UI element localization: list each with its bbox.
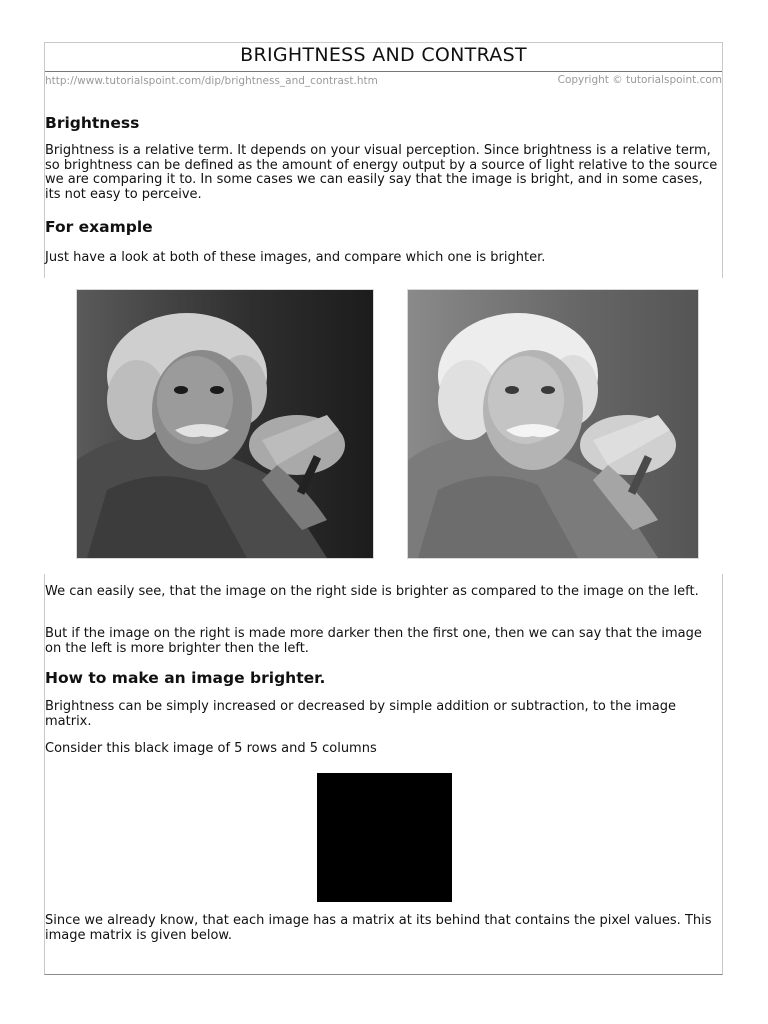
einstein-photo-darker <box>76 289 374 559</box>
consider-paragraph: Consider this black image of 5 rows and 5 columns <box>45 741 377 756</box>
title-row <box>45 43 722 72</box>
brightness-heading: Brightness <box>45 114 140 132</box>
einstein-photo-brighter <box>407 289 699 559</box>
example-paragraph: Just have a look at both of these images, and compare which one is brighter. <box>45 250 546 265</box>
compare-paragraph-2: But if the image on the right is made more darker then the first one, then we can say that the image on the left is more brighter then the left. <box>45 626 702 656</box>
black-image <box>317 773 452 902</box>
copyright-text: Copyright © tutorialspoint.com <box>557 74 722 86</box>
compare-paragraph-1: We can easily see, that the image on the right side is brighter as compared to the image on the left. <box>45 584 699 599</box>
document-page <box>44 42 723 975</box>
how-paragraph: Brightness can be simply increased or decreased by simple addition or subtraction, to the image matrix. <box>45 699 676 729</box>
page-title: BRIGHTNESS AND CONTRAST <box>240 44 527 66</box>
how-heading: How to make an image brighter. <box>45 669 326 687</box>
example-heading: For example <box>45 218 153 236</box>
brightness-paragraph: Brightness is a relative term. It depends on your visual perception. Since brightness is a relative term, so brightness can be defined as the amount of energy output by a source of light relative to the source we are comparing it to. In some cases we can easily say that the image is bright, and in some cases, its not easy to perceive. <box>45 143 718 202</box>
matrix-paragraph: Since we already know, that each image has a matrix at its behind that contains the pixel values. This image matrix is given below. <box>45 913 712 943</box>
einstein-brighter-illustration <box>408 290 698 558</box>
source-url: http://www.tutorialspoint.com/dip/brightness_and_contrast.htm <box>45 75 378 87</box>
einstein-darker-illustration <box>77 290 373 558</box>
